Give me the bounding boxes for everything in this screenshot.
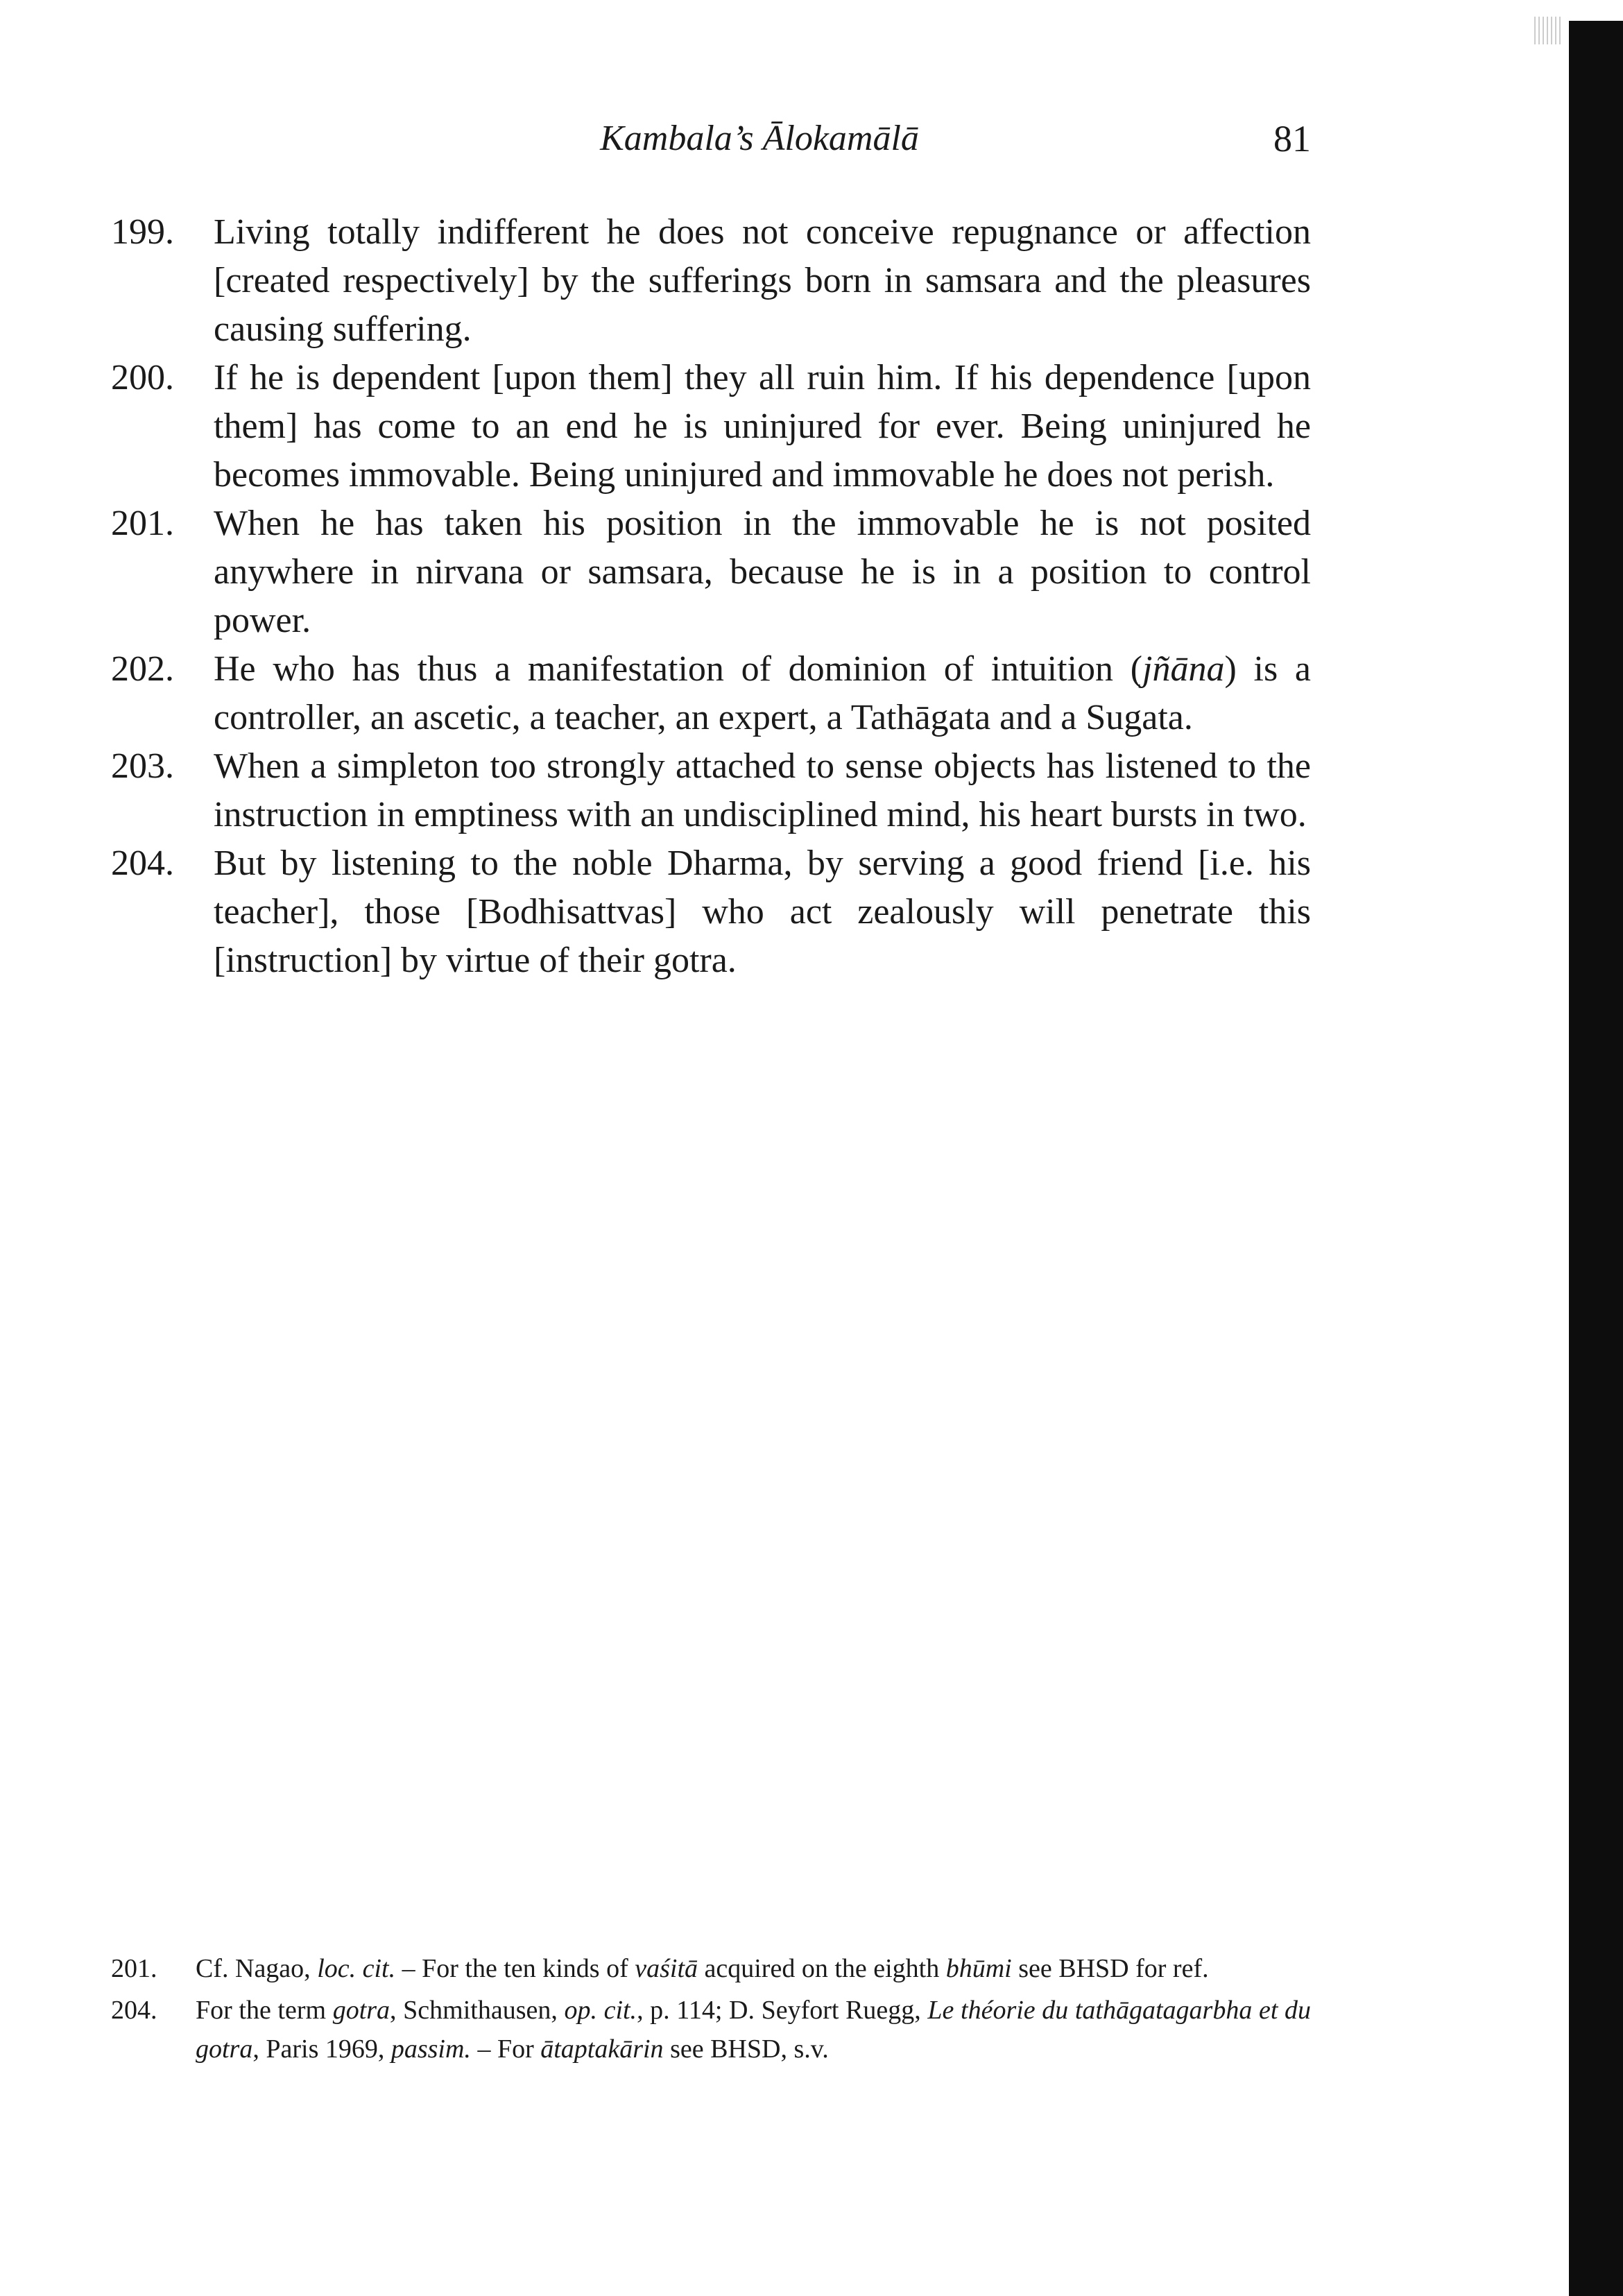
footnote-italic: op. cit. xyxy=(564,1996,637,2025)
footnote-italic: passim. xyxy=(390,2034,471,2064)
verse-text-part: ) is a controller, an ascetic, a teacher, an expert, a Tathāgata and a Sugata. xyxy=(214,649,1311,737)
footnote-204 xyxy=(111,1991,1311,2068)
footnote-text-part: For the term xyxy=(196,1996,333,2025)
footnote-text-part: – For the ten kinds of xyxy=(395,1954,635,1983)
verse-number: 201. xyxy=(111,504,174,543)
verse-text: But by listening to the noble Dharma, by serving a good friend [i.e. his teacher], those [Bodhisattvas] who act zealously will penetrate this [instruction] by virtue of their gotra. xyxy=(214,843,1311,980)
footnote-text-part: see BHSD, s.v. xyxy=(663,2034,829,2064)
footnote-italic: vaśitā xyxy=(635,1954,698,1983)
footnote-italic: Le théorie du tathāgatagarbha et du gotra xyxy=(196,1996,1311,2064)
verse-200 xyxy=(111,354,1311,499)
verse-201 xyxy=(111,499,1311,645)
footnote-text-part: acquired on the eighth xyxy=(698,1954,946,1983)
verse-number: 204. xyxy=(111,843,174,883)
verse-199 xyxy=(111,208,1311,354)
verse-text: When he has taken his position in the immovable he is not posited anywhere in nirvana or samsara, because he is in a position to control power. xyxy=(214,504,1311,640)
footnote-text xyxy=(196,1954,1209,1983)
verse-text: If he is dependent [upon them] they all ruin him. If his dependence [upon them] has come to an end he is uninjured for ever. Being uninjured he becomes immovable. Being uninjured and immovable he does not perish. xyxy=(214,358,1311,495)
footnote-text-part: , p. 114; D. Seyfort Ruegg, xyxy=(637,1996,928,2025)
verse-204 xyxy=(111,839,1311,985)
footnote-number: 204. xyxy=(111,1996,157,2025)
footnote-201 xyxy=(111,1949,1311,1988)
verse-text-part: He who has thus a manifestation of dominion of intuition ( xyxy=(214,649,1143,689)
footnote-text xyxy=(196,1996,1311,2064)
footnote-italic: ātaptakārin xyxy=(540,2034,664,2064)
footnote-text-part: , Paris 1969, xyxy=(252,2034,391,2064)
running-head xyxy=(208,111,1311,166)
verse-list xyxy=(111,208,1311,985)
verse-203 xyxy=(111,742,1311,839)
page-number: 81 xyxy=(1273,118,1311,160)
verse-number: 203. xyxy=(111,746,174,786)
footnote-text-part: Cf. Nagao, xyxy=(196,1954,318,1983)
footnote-text-part: – For xyxy=(470,2034,541,2064)
verse-number: 202. xyxy=(111,649,174,689)
running-title: Kambala’s Ālokamālā xyxy=(600,119,919,158)
verse-text: Living totally indifferent he does not conceive repugnance or affection [created respectively] by the sufferings born in samsara and the pleasures causing suffering. xyxy=(214,212,1311,349)
footnotes xyxy=(111,1949,1311,2071)
footnote-italic: gotra xyxy=(332,1996,390,2025)
footnote-text-part: , Schmithausen, xyxy=(390,1996,565,2025)
verse-text: When a simpleton too strongly attached to sense objects has listened to the instruction in emptiness with an undisciplined mind, his heart bursts in two. xyxy=(214,746,1311,834)
footnote-text-part: see BHSD for ref. xyxy=(1011,1954,1209,1983)
footnote-italic: bhūmi xyxy=(945,1954,1012,1983)
verse-number: 200. xyxy=(111,358,174,397)
footnote-italic: loc. cit. xyxy=(317,1954,396,1983)
scan-edge-bar xyxy=(1569,21,1623,2296)
footnote-number: 201. xyxy=(111,1954,157,1983)
verse-number: 199. xyxy=(111,212,174,252)
verse-202 xyxy=(111,645,1311,742)
verse-term-italic: jñāna xyxy=(1142,649,1225,689)
verse-text xyxy=(214,649,1311,737)
scan-artifact xyxy=(1534,17,1562,44)
